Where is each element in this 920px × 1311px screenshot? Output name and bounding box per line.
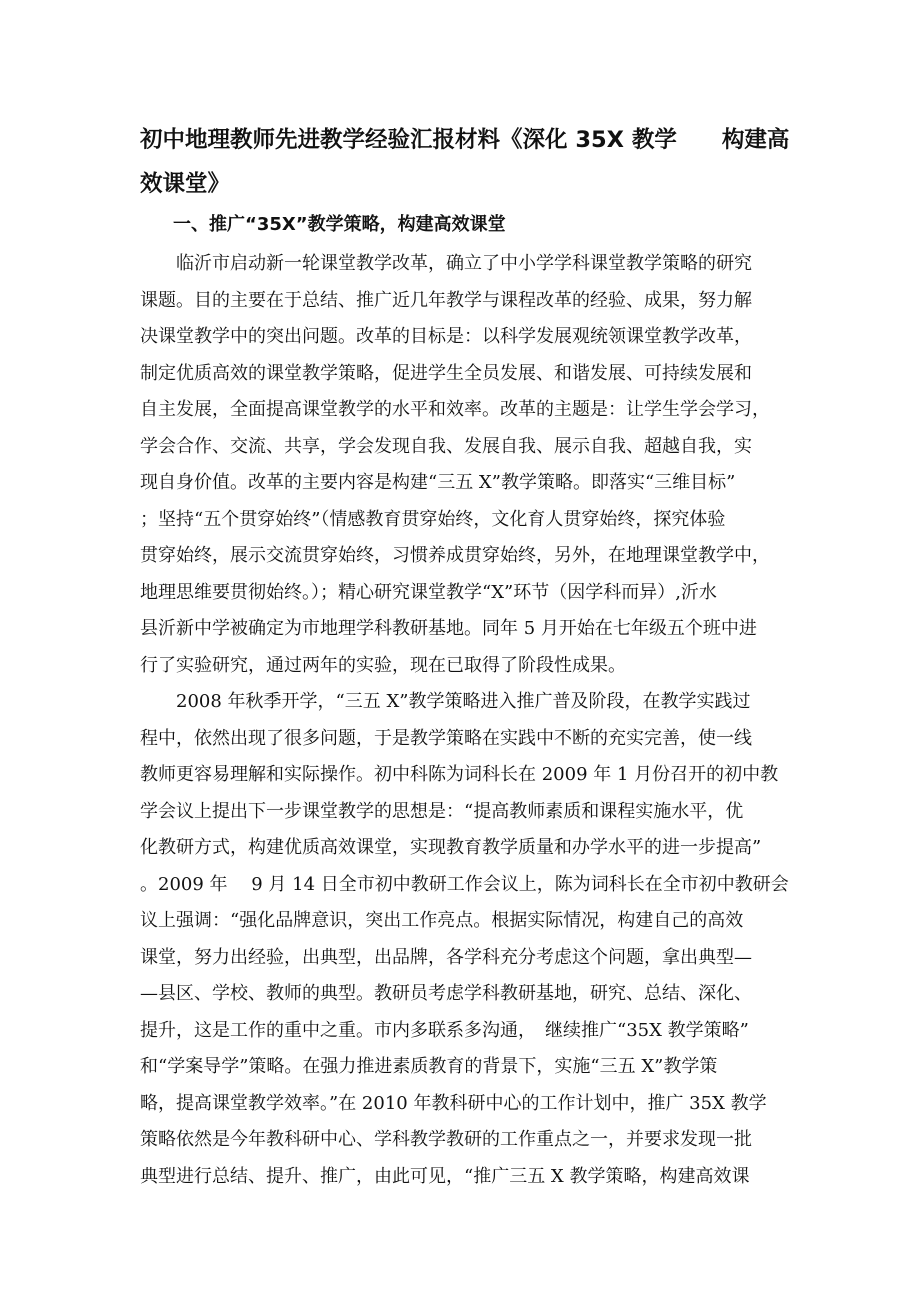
text-line: 化教研方式，构建优质高效课堂，实现教育教学质量和办学水平的进一步提高” — [140, 837, 762, 858]
text-line: 课堂，努力出经验，出典型，出品牌，各学科充分考虑这个问题，拿出典型— — [140, 946, 752, 968]
text-line: 地理思维要贯彻始终。）；精心研究课堂教学“X”环节（因学科而异）,沂水 — [140, 581, 717, 603]
text-line: 课题。目的主要在于总结、推广近几年教学与课程改革的经验、成果，努力解 — [140, 289, 752, 311]
title-line: 效课堂》 — [140, 171, 231, 197]
title-line: 初中地理教师先进教学经验汇报材料《深化 35X 教学 构建高 — [140, 127, 790, 153]
text-line: ；坚持“五个贯穿始终”（情感教育贯穿始终，文化育人贯穿始终，探究体验 — [140, 508, 726, 530]
text-line: 2008 年秋季开学，“三五 X”教学策略进入推广普及阶段，在教学实践过 — [176, 691, 751, 712]
text-line: 典型进行总结、提升、推广，由此可见，“推广三五 X 教学策略，构建高效课 — [140, 1165, 750, 1187]
text-line: 现自身价值。改革的主要内容是构建“三五 X”教学策略。即落实“三维目标” — [140, 472, 736, 493]
text-line: 制定优质高效的课堂教学策略，促进学生全员发展、和谐发展、可持续发展和 — [140, 362, 752, 384]
text-line: 决课堂教学中的突出问题。改革的目标是：以科学发展观统领课堂教学改革， — [140, 326, 752, 347]
text-line: 临沂市启动新一轮课堂教学改革，确立了中小学学科课堂教学策略的研究 — [176, 253, 752, 274]
text-line: 自主发展，全面提高课堂教学的水平和效率。改革的主题是：让学生学会学习， — [140, 399, 770, 420]
text-line: 议上强调：“强化品牌意识，突出工作亮点。根据实际情况，构建自己的高效 — [140, 910, 744, 931]
text-line: —县区、学校、教师的典型。教研员考虑学科教研基地，研究、总结、深化、 — [140, 983, 752, 1004]
text-line: 。2009 年 9 月 14 日全市初中教研工作会议上，陈为词科长在全市初中教研会 — [140, 873, 789, 895]
text-line: 提升，这是工作的重中之重。市内多联系多沟通， 继续推广“35X 教学策略” — [140, 1019, 749, 1041]
text-line: 程中，依然出现了很多问题，于是教学策略在实践中不断的充实完善，使一线 — [140, 727, 752, 749]
text-line: 教师更容易理解和实际操作。初中科陈为词科长在 2009 年 1 月份召开的初中教 — [140, 764, 779, 785]
body-text — [140, 251, 790, 1311]
section-heading: 一、推广“35X”教学策略，构建高效课堂 — [173, 214, 506, 235]
text-line: 贯穿始终，展示交流贯穿始终，习惯养成贯穿始终，另外，在地理课堂教学中， — [140, 545, 770, 566]
text-line: 行了实验研究，通过两年的实验，现在已取得了阶段性成果。 — [140, 654, 626, 676]
text-line: 学会合作、交流、共享，学会发现自我、发展自我、展示自我、超越自我，实 — [140, 435, 752, 457]
text-line: 县沂新中学被确定为市地理学科教研基地。同年 5 月开始在七年级五个班中进 — [140, 618, 757, 639]
text-line: 学会议上提出下一步课堂教学的思想是：“提高教师素质和课程实施水平，优 — [140, 800, 744, 822]
document-title — [140, 118, 790, 206]
text-line: 和“学案导学”策略。在强力推进素质教育的背景下，实施“三五 X”教学策 — [140, 1056, 718, 1077]
text-line: 略，提高课堂教学效率。”在 2010 年教科研中心的工作计划中，推广 35X 教学 — [140, 1092, 767, 1114]
text-line: 策略依然是今年教科研中心、学科教学教研的工作重点之一，并要求发现一批 — [140, 1129, 752, 1150]
